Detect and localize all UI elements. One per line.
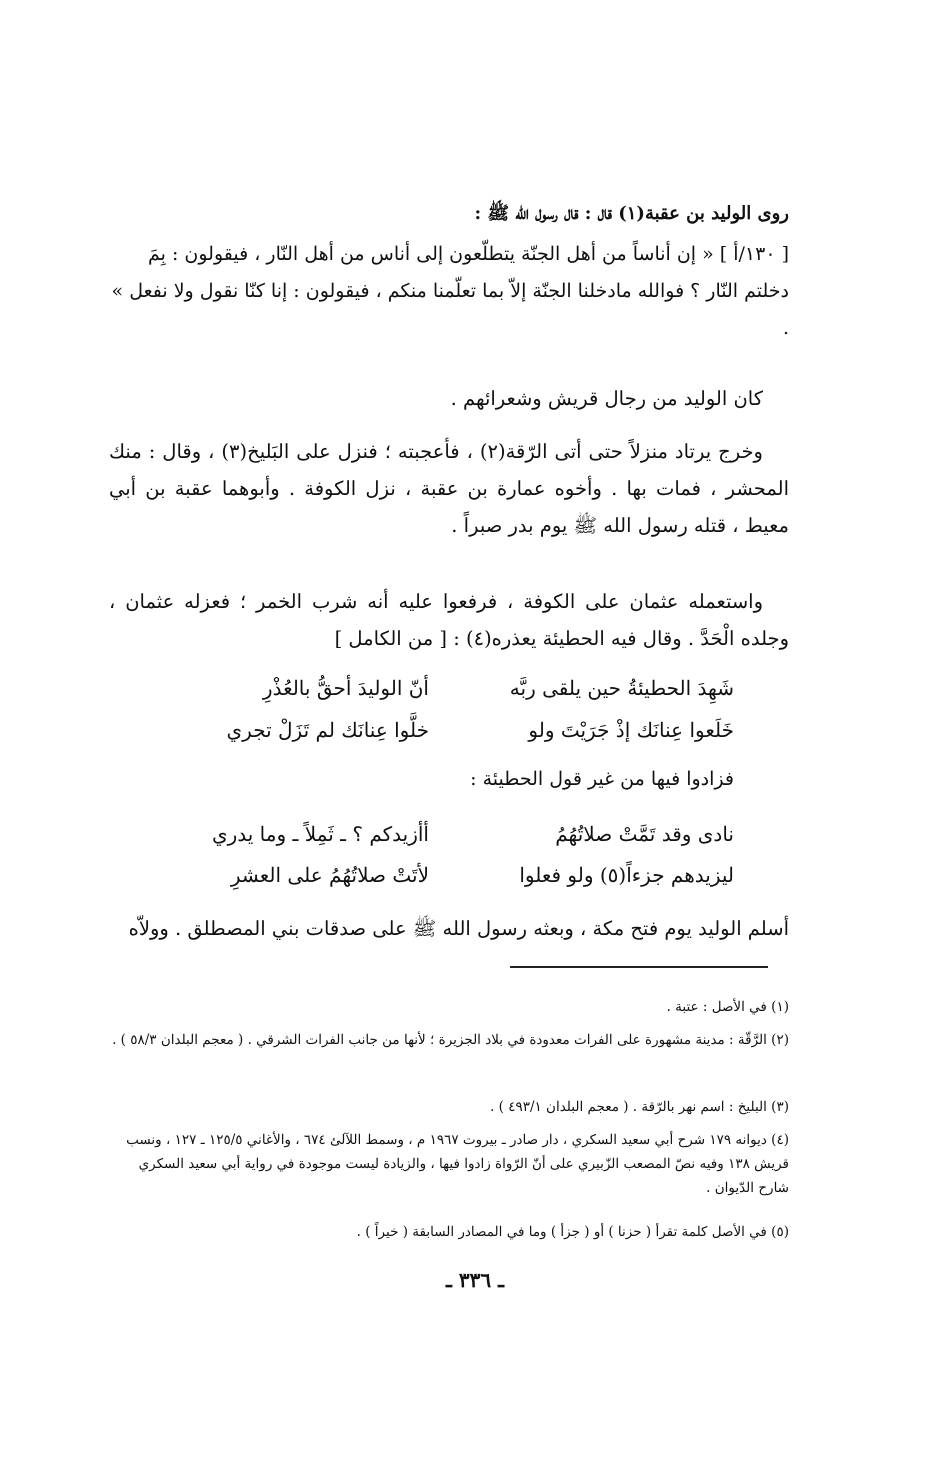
verse-3-first-hemistich: نادى وقد تَمَّتْ صلاتُهُمُ [555, 822, 734, 846]
verse-4-first-hemistich: ليزيدهم جزءاً(٥) ولو فعلوا [519, 863, 734, 887]
footnote-1: (١) في الأصل : عتبة . [666, 999, 789, 1015]
verse-4-second-hemistich: لأتَتْ صلاتُهُمُ على العشرِ [230, 863, 429, 887]
verse-1-second-hemistich: أنّ الوليدَ أحقُّ بالعُذْرِ [262, 676, 429, 700]
verse-1-first-hemistich: شَهِدَ الحطيئةُ حين يلقى ربَّه [509, 676, 734, 700]
section-heading: روى الوليد بن عقبة(١) قال : قال رسول الله ﷺ : [474, 203, 789, 224]
footnote-2: (٢) الرَّقّة : مدينة مشهورة على الفرات معدودة في بلاد الجزيرة ؛ لأنها من جانب الفرات الشرقي . ( معجم البلدان ٥٨/٣ ) . [112, 1032, 789, 1048]
verse-intro: فزادوا فيها من غير قول الحطيئة : [470, 768, 734, 790]
footnote-5: (٥) في الأصل كلمة تقرأ ( حزنا ) أو ( جزأ ) وما في المصادر السابقة ( خيراً ) . [356, 1224, 789, 1240]
paragraph-4: أسلم الوليد يوم فتح مكة ، وبعثه رسول الله ﷺ على صدقات بني المصطلق . وولاّه [128, 917, 789, 940]
footnote-separator [510, 966, 768, 968]
paragraph-3: واستعمله عثمان على الكوفة ، فرفعوا عليه أنه شرب الخمر ؛ فعزله عثمان ، وجلده الْحَدَّ . وقال فيه الحطيئة يعذره(٤) : [ من الكامل ] [109, 590, 789, 650]
paragraph-2: وخرج يرتاد منزلاً حتى أتى الرّقة(٢) ، فأعجبته ؛ فنزل على البَليخ(٣) ، وقال : منك المحشر ، فمات بها . وأخوه عمارة بن عقبة ، نزل الكوفة . وأبوهما عقبة بن أبي معيط ، قتله رسول الله ﷺ يوم بدر صبراً . [109, 440, 789, 537]
hadith-text: [ ١٣٠/أ ] « إن أناساً من أهل الجنّة يتطلّعون إلى أناس من أهل النّار ، فيقولون : بِمَ دخلتم النّار ؟ فوالله مادخلنا الجنّة إلاّ بما تعلّمنا منكم ، فيقولون : إنا كنّا نقول ولا نفعل » . [111, 243, 789, 339]
footnote-3: (٣) البليخ : اسم نهر بالرّقة . ( معجم البلدان ٤٩٣/١ ) . [490, 1099, 789, 1115]
verse-2-first-hemistich: خَلَعوا عِنانَك إذْ جَرَيْتَ ولو [528, 718, 734, 742]
paragraph-1: كان الوليد من رجال قريش وشعرائهم . [450, 387, 763, 410]
verse-3-second-hemistich: أأزيدكم ؟ ـ ثَمِلاً ـ وما يدري [211, 822, 429, 846]
verse-2-second-hemistich: خلَّوا عِنانَك لم تَزَلْ تجري [226, 718, 429, 742]
footnote-4: (٤) ديوانه ١٧٩ شرح أبي سعيد السكري ، دار صادر ـ بيروت ١٩٦٧ م ، وسمط اللآلئ ٦٧٤ ، والأغاني ١٢٥/٥ ـ ١٢٧ ، ونسب قريش ١٣٨ وفيه نصّ المصعب الزّبيري على أنّ الرّواة زادوا فيها ، والزيادة ليست موجودة في رواية أبي سعيد السكري شارح الدّيوان . [126, 1132, 789, 1196]
page-number: ـ ٣٣٦ ـ [446, 1268, 504, 1292]
